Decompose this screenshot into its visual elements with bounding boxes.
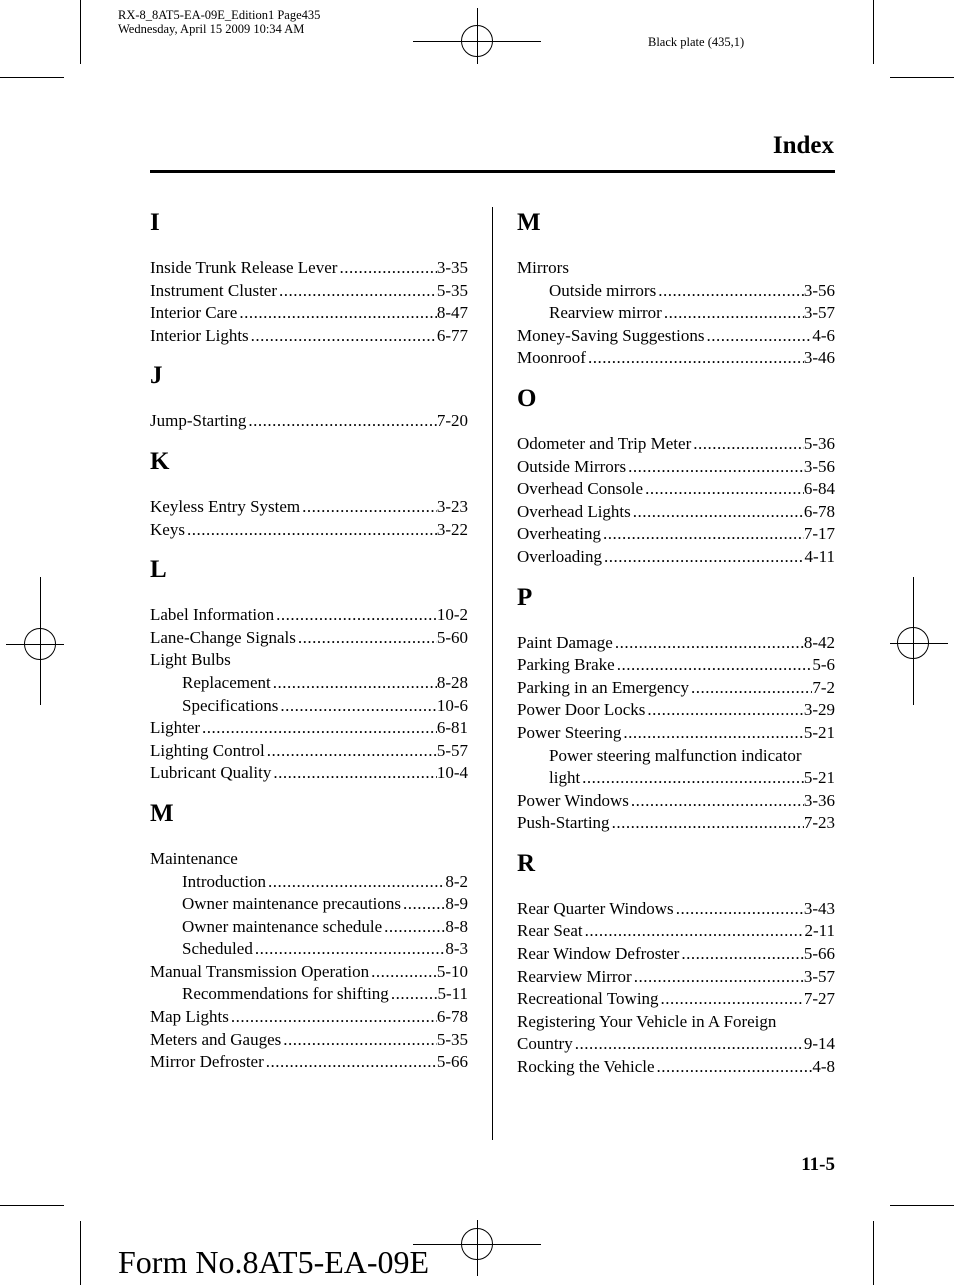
index-entry (517, 257, 835, 280)
entry-label: Inside Trunk Release Lever (150, 258, 338, 277)
dot-leader (382, 916, 445, 939)
index-subentry (517, 745, 835, 768)
section-letter: P (517, 583, 533, 611)
index-subentry (150, 938, 468, 961)
index-entry (517, 501, 835, 524)
entry-page: 9-14 (803, 1034, 835, 1054)
dot-leader (237, 302, 437, 325)
dot-leader (662, 302, 804, 325)
entry-page: 2-11 (804, 921, 835, 941)
dot-leader (271, 672, 437, 695)
entry-page: 8-28 (436, 672, 468, 692)
crop-mark (0, 77, 64, 78)
entry-page: 6-81 (436, 718, 468, 738)
index-entry (517, 790, 835, 813)
entry-page: 8-2 (445, 871, 468, 891)
entry-label: Owner maintenance precautions (182, 894, 402, 914)
crop-mark (890, 1205, 954, 1206)
entry-label: Manual Transmission Operation (150, 961, 370, 981)
entry-page: 5-21 (803, 768, 835, 788)
index-entry (517, 1011, 835, 1034)
dot-leader (185, 519, 437, 542)
index-section (517, 848, 835, 1079)
dot-leader (580, 767, 804, 790)
index-entry (517, 478, 835, 501)
index-entry (150, 762, 468, 785)
entry-label: Rearview mirror (549, 303, 662, 323)
index-entry (150, 961, 468, 984)
crop-mark (80, 1221, 81, 1285)
index-entry (150, 257, 468, 280)
index-entry (517, 699, 835, 722)
dot-leader (689, 677, 812, 700)
crop-mark (873, 0, 874, 64)
entry-page: 5-21 (803, 722, 835, 742)
dot-leader (631, 501, 804, 524)
entry-page: 5-57 (436, 740, 468, 760)
index-entry (150, 410, 468, 433)
entry-page: 5-6 (812, 655, 835, 675)
index-entry (150, 519, 468, 542)
index-entry (517, 1033, 835, 1056)
dot-leader (691, 433, 804, 456)
entry-label: Meters and Gauges (150, 1029, 282, 1049)
index-subentry (150, 916, 468, 939)
dot-leader (602, 546, 804, 569)
dot-leader (249, 325, 437, 348)
index-entry (517, 325, 835, 348)
section-letter: L (150, 556, 167, 584)
index-subentry (517, 767, 835, 790)
index-section (150, 207, 468, 347)
dot-leader (655, 1056, 813, 1079)
entry-page: 5-10 (436, 961, 468, 981)
entry-label: Money-Saving Suggestions (517, 325, 705, 345)
entry-page: 10-2 (436, 605, 468, 625)
entry-page: 7-17 (803, 524, 835, 544)
entry-page: 7-20 (436, 411, 468, 431)
index-column-left (150, 207, 468, 1074)
entry-label: Lighting Control (150, 740, 265, 760)
dot-leader (264, 1051, 437, 1074)
entry-label: Map Lights (150, 1007, 229, 1027)
entry-label: Power Windows (517, 790, 629, 810)
index-section (150, 798, 468, 1074)
entry-page: 7-2 (812, 677, 835, 697)
entry-page: 3-29 (803, 700, 835, 720)
index-entry (150, 649, 468, 672)
entry-label: Replacement (182, 672, 271, 692)
entry-page: 7-23 (803, 813, 835, 833)
index-section (517, 383, 835, 569)
entry-label: Overheating (517, 524, 602, 544)
section-letter: M (150, 799, 174, 827)
index-entry (517, 347, 835, 370)
entry-label: Push-Starting (517, 813, 610, 833)
section-letter: J (150, 362, 163, 390)
entry-label: Rocking the Vehicle (517, 1057, 655, 1077)
dot-leader (337, 257, 436, 280)
index-entry (150, 740, 468, 763)
entry-label: Interior Care (150, 303, 238, 323)
index-entry (150, 1051, 468, 1074)
dot-leader (621, 722, 803, 745)
crop-mark (873, 1221, 874, 1285)
entry-page: 4-6 (812, 325, 835, 345)
plate-label: Black plate (435,1) (648, 35, 745, 49)
index-subentry (517, 302, 835, 325)
dot-leader (296, 627, 437, 650)
index-subentry (150, 983, 468, 1006)
entry-page: 6-84 (803, 479, 835, 499)
dot-leader (200, 717, 437, 740)
index-subentry (150, 893, 468, 916)
index-entry (517, 966, 835, 989)
index-subentry (150, 672, 468, 695)
index-entry (517, 722, 835, 745)
entry-label: Outside mirrors (549, 280, 657, 300)
doc-info-line2: Wednesday, April 15 2009 10:34 AM (118, 22, 305, 36)
index-entry (150, 717, 468, 740)
section-letter: K (150, 447, 170, 475)
dot-leader (632, 966, 804, 989)
entry-label: Interior Lights (150, 325, 249, 345)
index-entry (150, 848, 468, 871)
form-number: Form No.8AT5-EA-09E (118, 1244, 430, 1280)
entry-label: Power Door Locks (517, 700, 646, 720)
entry-page: 7-27 (803, 989, 835, 1009)
entry-page: 8-47 (436, 303, 468, 323)
entry-page: 8-3 (445, 939, 468, 959)
dot-leader (656, 280, 804, 303)
entry-label: Mirrors (517, 258, 569, 277)
index-entry (517, 456, 835, 479)
entry-label: Mirror Defroster (150, 1052, 264, 1072)
dot-leader (613, 632, 804, 655)
entry-label: Overhead Console (517, 479, 644, 499)
index-subentry (150, 695, 468, 718)
dot-leader (278, 695, 437, 718)
dot-leader (389, 983, 438, 1006)
dot-leader (601, 523, 804, 546)
index-entry (517, 920, 835, 943)
dot-leader (674, 898, 804, 921)
page-title: Index (772, 132, 834, 159)
entry-page: 4-11 (804, 546, 835, 566)
entry-page: 10-4 (436, 763, 468, 783)
entry-page: 6-78 (436, 1007, 468, 1027)
entry-label: Odometer and Trip Meter (517, 433, 692, 453)
entry-label: Maintenance (150, 848, 238, 868)
entry-label: Specifications (182, 695, 279, 715)
entry-label: Rear Quarter Windows (517, 898, 674, 918)
section-letter: O (517, 384, 537, 412)
entry-page: 4-8 (812, 1057, 835, 1077)
dot-leader (281, 1029, 437, 1052)
entry-page: 5-35 (436, 1029, 468, 1049)
entry-page: 3-46 (803, 348, 835, 368)
crop-mark (0, 1205, 64, 1206)
entry-label: Introduction (182, 871, 267, 891)
dot-leader (626, 456, 804, 479)
entry-label: Light Bulbs (150, 650, 231, 670)
entry-label: Moonroof (517, 348, 586, 368)
index-entry (150, 325, 468, 348)
entry-page: 8-42 (803, 632, 835, 652)
index-section (150, 446, 468, 541)
index-entry (517, 654, 835, 677)
entry-label: Outside Mirrors (517, 456, 627, 476)
section-letter: R (517, 849, 536, 877)
entry-label: Owner maintenance schedule (182, 916, 383, 936)
entry-label: Parking in an Emergency (517, 677, 690, 697)
dot-leader (369, 961, 437, 984)
dot-leader (643, 478, 804, 501)
entry-label: Overhead Lights (517, 501, 631, 521)
dot-leader (401, 893, 445, 916)
entry-page: 8-8 (445, 916, 468, 936)
entry-label: Recreational Towing (517, 989, 659, 1009)
entry-page: 6-77 (436, 325, 468, 345)
index-section (150, 360, 468, 433)
index-column-right (517, 207, 835, 1079)
index-entry (150, 1006, 468, 1029)
entry-label: Parking Brake (517, 655, 615, 675)
entry-label: Power steering malfunction indicator (549, 745, 802, 765)
entry-page: 3-56 (803, 280, 835, 300)
dot-leader (586, 347, 804, 370)
entry-label: Instrument Cluster (150, 280, 278, 300)
entry-label: Keyless Entry System (150, 496, 301, 516)
entry-label: Country (517, 1034, 573, 1054)
entry-page: 5-36 (803, 433, 835, 453)
index-entry (517, 943, 835, 966)
entry-page: 3-57 (803, 966, 835, 986)
index-entry (517, 677, 835, 700)
crop-mark (80, 0, 81, 64)
index-section (517, 582, 835, 835)
entry-label: Rearview Mirror (517, 966, 632, 986)
entry-page: 5-11 (437, 984, 468, 1004)
entry-page: 3-36 (803, 790, 835, 810)
entry-label: Paint Damage (517, 632, 613, 652)
dot-leader (271, 762, 437, 785)
page-number: 11-5 (801, 1154, 835, 1175)
dot-leader (229, 1006, 437, 1029)
entry-label: Rear Seat (517, 921, 583, 941)
index-subentry (150, 871, 468, 894)
entry-page: 10-6 (436, 695, 468, 715)
dot-leader (704, 325, 812, 348)
entry-page: 3-43 (803, 898, 835, 918)
index-subentry (517, 280, 835, 303)
dot-leader (300, 496, 437, 519)
entry-page: 5-60 (436, 627, 468, 647)
entry-page: 3-35 (436, 258, 468, 277)
dot-leader (679, 943, 803, 966)
doc-info-line1: RX-8_8AT5-EA-09E_Edition1 Page435 (118, 8, 321, 22)
entry-page: 5-35 (436, 280, 468, 300)
entry-label: Label Information (150, 605, 275, 625)
index-entry (517, 812, 835, 835)
dot-leader (629, 790, 804, 813)
entry-label: Scheduled (182, 939, 253, 959)
index-entry (517, 433, 835, 456)
index-entry (150, 280, 468, 303)
dot-leader (583, 920, 805, 943)
index-entry (517, 546, 835, 569)
index-section (517, 207, 835, 370)
dot-leader (573, 1033, 804, 1056)
entry-page: 3-56 (803, 456, 835, 476)
entry-label: Overloading (517, 546, 602, 566)
entry-page: 3-23 (436, 496, 468, 516)
index-entry (150, 302, 468, 325)
entry-label: Keys (150, 519, 185, 539)
dot-leader (659, 988, 804, 1011)
index-entry (517, 523, 835, 546)
dot-leader (265, 740, 437, 763)
entry-page: 5-66 (803, 944, 835, 964)
section-letter: M (517, 209, 541, 236)
dot-leader (615, 654, 813, 677)
dot-leader (645, 699, 803, 722)
column-divider (492, 207, 493, 1140)
index-entry (150, 1029, 468, 1052)
dot-leader (266, 871, 445, 894)
dot-leader (253, 938, 446, 961)
entry-page: 6-78 (803, 501, 835, 521)
entry-label: Lane-Change Signals (150, 627, 296, 647)
entry-page: 5-66 (436, 1052, 468, 1072)
entry-label: Recommendations for shifting (182, 984, 389, 1004)
dot-leader (246, 410, 436, 433)
entry-page: 3-22 (436, 519, 468, 539)
index-entry (517, 898, 835, 921)
dot-leader (274, 604, 437, 627)
entry-label: Rear Window Defroster (517, 944, 680, 964)
entry-label: Power Steering (517, 722, 622, 742)
index-entry (517, 988, 835, 1011)
entry-label: Lighter (150, 718, 201, 738)
entry-label: light (549, 768, 581, 788)
entry-label: Jump-Starting (150, 411, 247, 431)
entry-page: 8-9 (445, 894, 468, 914)
entry-label: Lubricant Quality (150, 763, 272, 783)
crop-mark (890, 77, 954, 78)
section-letter: I (150, 209, 160, 236)
index-entry (150, 627, 468, 650)
index-section (150, 554, 468, 785)
title-rule (150, 170, 835, 173)
index-entry (150, 496, 468, 519)
index-entry (150, 604, 468, 627)
entry-label: Registering Your Vehicle in A Foreign (517, 1011, 777, 1031)
dot-leader (610, 812, 804, 835)
entry-page: 3-57 (803, 303, 835, 323)
index-entry (517, 1056, 835, 1079)
dot-leader (277, 280, 437, 303)
index-entry (517, 632, 835, 655)
